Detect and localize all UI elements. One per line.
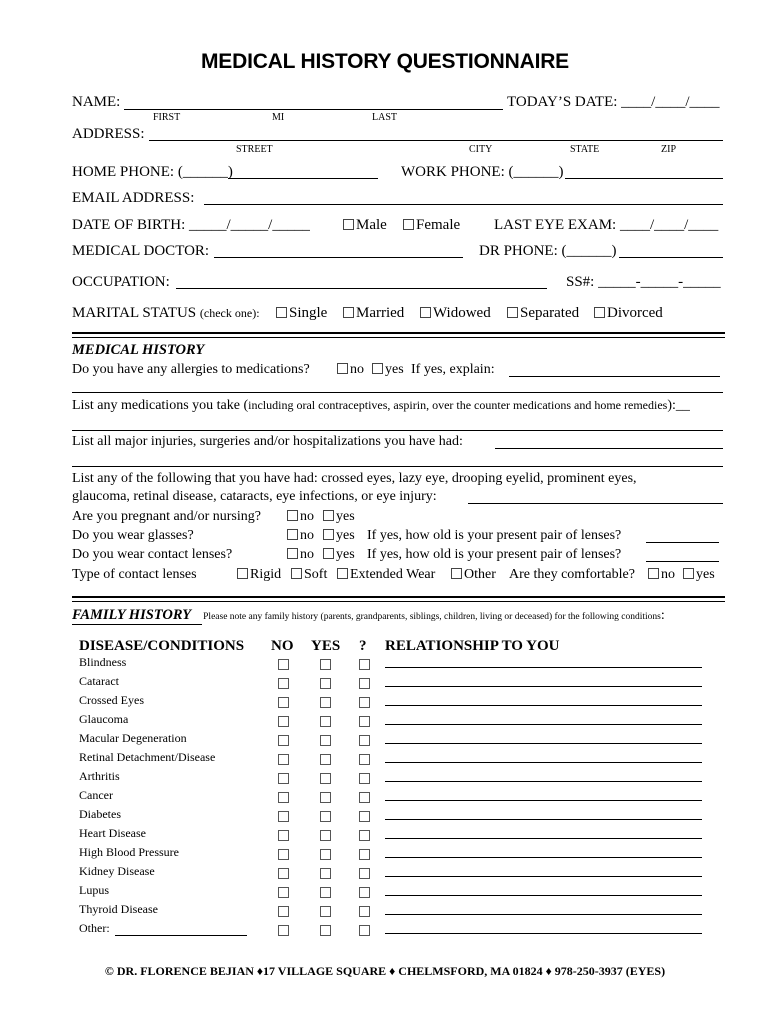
yes-checkbox[interactable]	[320, 697, 331, 708]
email-field[interactable]	[204, 204, 723, 205]
condition-label: Other:	[79, 921, 110, 935]
relationship-column-header: RELATIONSHIP TO YOU	[385, 638, 560, 654]
condition-label: Thyroid Disease	[79, 902, 158, 916]
condition-label: Macular Degeneration	[79, 731, 187, 745]
contact-type-soft-option[interactable]: Soft	[291, 567, 327, 583]
female-option[interactable]: Female	[403, 217, 460, 234]
checkbox[interactable]	[337, 568, 348, 579]
yes-checkbox[interactable]	[320, 925, 331, 936]
no-checkbox[interactable]	[278, 773, 289, 784]
yes-checkbox[interactable]	[320, 887, 331, 898]
yes-checkbox[interactable]	[320, 754, 331, 765]
checkbox[interactable]	[287, 510, 298, 521]
injuries-field-2[interactable]	[72, 466, 723, 467]
pregnant-yes-option[interactable]: yes	[323, 509, 355, 525]
allergies-explain-field-2[interactable]	[72, 392, 723, 393]
family-history-heading: FAMILY HISTORY	[72, 607, 192, 623]
unknown-checkbox[interactable]	[359, 849, 370, 860]
family-history-note: Please note any family history (parents, grandparents, siblings, children, living or deceased) for the following conditions	[203, 612, 661, 622]
address-label: ADDRESS:	[72, 126, 145, 142]
condition-label: Diabetes	[79, 807, 121, 821]
conditions-field[interactable]	[468, 503, 723, 504]
relationship-field[interactable]	[385, 724, 702, 725]
no-checkbox[interactable]	[278, 754, 289, 765]
unknown-checkbox[interactable]	[359, 887, 370, 898]
female-checkbox[interactable]	[403, 219, 414, 230]
conditions-question-line2: glaucoma, retinal disease, cataracts, eye infections, or eye injury:	[72, 489, 437, 504]
unknown-checkbox[interactable]	[359, 925, 370, 936]
relationship-field[interactable]	[385, 819, 702, 820]
no-checkbox[interactable]	[278, 811, 289, 822]
no-checkbox[interactable]	[278, 906, 289, 917]
medications-question: List any medications you take (including oral contraceptives, aspirin, over the counter medications and home remedies):__	[72, 398, 690, 413]
glasses-question: Do you wear glasses?	[72, 528, 194, 543]
condition-label: Glaucoma	[79, 712, 129, 726]
disease-column-header: DISEASE/CONDITIONS	[79, 638, 245, 654]
section-divider	[72, 596, 725, 598]
relationship-field[interactable]	[385, 876, 702, 877]
pregnant-question: Are you pregnant and/or nursing?	[72, 509, 261, 524]
checkbox[interactable]	[323, 510, 334, 521]
state-caption: STATE	[570, 144, 600, 155]
section-divider	[72, 601, 725, 602]
injuries-question: List all major injuries, surgeries and/or hospitalizations you have had:	[72, 434, 463, 449]
yes-checkbox[interactable]	[320, 659, 331, 670]
comfortable-no-option[interactable]: no	[648, 567, 675, 583]
no-checkbox[interactable]	[278, 849, 289, 860]
email-label: EMAIL ADDRESS:	[72, 190, 195, 206]
relationship-field[interactable]	[385, 895, 702, 896]
checkbox[interactable]	[451, 568, 462, 579]
unknown-checkbox[interactable]	[359, 659, 370, 670]
yes-checkbox[interactable]	[320, 849, 331, 860]
relationship-field[interactable]	[385, 686, 702, 687]
work-phone-label: WORK PHONE: (______)	[401, 164, 564, 180]
first-name-caption: FIRST	[153, 112, 181, 123]
yes-checkbox[interactable]	[320, 830, 331, 841]
marital-divorced-option[interactable]: Divorced	[594, 305, 663, 322]
relationship-field[interactable]	[385, 933, 702, 934]
family-history-underline	[72, 624, 202, 625]
checkbox[interactable]	[683, 568, 694, 579]
conditions-question-line1: List any of the following that you have had: crossed eyes, lazy eye, drooping eyelid, prominent eyes,	[72, 471, 637, 486]
dr-phone-field[interactable]	[619, 257, 723, 258]
name-field[interactable]	[124, 109, 503, 110]
zip-caption: ZIP	[661, 144, 676, 155]
condition-label: Lupus	[79, 883, 109, 897]
dr-phone-label: DR PHONE: (______)	[479, 243, 617, 259]
contacts-age-field[interactable]	[646, 561, 719, 562]
medical-doctor-field[interactable]	[214, 257, 463, 258]
no-column-header: NO	[271, 638, 294, 654]
yes-checkbox[interactable]	[320, 906, 331, 917]
medications-field[interactable]	[72, 430, 723, 431]
yes-checkbox[interactable]	[320, 716, 331, 727]
unknown-checkbox[interactable]	[359, 906, 370, 917]
relationship-field[interactable]	[385, 781, 702, 782]
medical-history-heading: MEDICAL HISTORY	[72, 342, 205, 358]
home-phone-label: HOME PHONE: (______)	[72, 164, 233, 180]
middle-initial-caption: MI	[272, 112, 285, 123]
marital-status-label: MARITAL STATUS (check one):	[72, 305, 260, 321]
checkbox[interactable]	[276, 307, 287, 318]
relationship-field[interactable]	[385, 857, 702, 858]
unknown-checkbox[interactable]	[359, 811, 370, 822]
marital-single-option[interactable]: Single	[276, 305, 327, 322]
no-checkbox[interactable]	[278, 697, 289, 708]
section-divider	[72, 332, 725, 334]
no-checkbox[interactable]	[278, 792, 289, 803]
page-title: MEDICAL HISTORY QUESTIONNAIRE	[201, 50, 569, 73]
checkbox[interactable]	[337, 363, 348, 374]
relationship-field[interactable]	[385, 800, 702, 801]
yes-column-header: YES	[311, 638, 341, 654]
unknown-checkbox[interactable]	[359, 697, 370, 708]
no-checkbox[interactable]	[278, 925, 289, 936]
section-divider	[72, 337, 725, 338]
relationship-field[interactable]	[385, 743, 702, 744]
contacts-no-option[interactable]: no	[287, 547, 314, 563]
medical-doctor-label: MEDICAL DOCTOR:	[72, 243, 210, 259]
contacts-question: Do you wear contact lenses?	[72, 547, 233, 562]
checkbox[interactable]	[372, 363, 383, 374]
glasses-age-field[interactable]	[646, 542, 719, 543]
contact-type-extended-wear-option[interactable]: Extended Wear	[337, 567, 435, 583]
contacts-yes-option[interactable]: yes	[323, 547, 355, 563]
unknown-checkbox[interactable]	[359, 792, 370, 803]
glasses-no-option[interactable]: no	[287, 528, 314, 544]
contacts-age-question: If yes, how old is your present pair of lenses?	[367, 547, 622, 562]
name-label: NAME:	[72, 94, 121, 110]
no-checkbox[interactable]	[278, 830, 289, 841]
condition-label: Blindness	[79, 655, 127, 669]
injuries-field[interactable]	[495, 448, 723, 449]
checkbox[interactable]	[648, 568, 659, 579]
condition-label: Kidney Disease	[79, 864, 155, 878]
checkbox[interactable]	[237, 568, 248, 579]
no-checkbox[interactable]	[278, 659, 289, 670]
if-yes-explain-label: If yes, explain:	[411, 362, 495, 377]
unknown-checkbox[interactable]	[359, 678, 370, 689]
relationship-field[interactable]	[385, 667, 702, 668]
contact-type-rigid-option[interactable]: Rigid	[237, 567, 281, 583]
footer-contact: © DR. FLORENCE BEJIAN ♦17 VILLAGE SQUARE ♦ CHELMSFORD, MA 01824 ♦ 978-250-3937 (EYES)	[104, 964, 666, 978]
work-phone-field[interactable]	[565, 178, 723, 179]
checkbox[interactable]	[594, 307, 605, 318]
condition-label: Arthritis	[79, 769, 120, 783]
unknown-checkbox[interactable]	[359, 735, 370, 746]
marital-widowed-option[interactable]: Widowed	[420, 305, 491, 322]
glasses-age-question: If yes, how old is your present pair of lenses?	[367, 528, 622, 543]
yes-checkbox[interactable]	[320, 868, 331, 879]
no-checkbox[interactable]	[278, 735, 289, 746]
address-field[interactable]	[149, 140, 723, 141]
male-checkbox[interactable]	[343, 219, 354, 230]
unknown-checkbox[interactable]	[359, 754, 370, 765]
marital-married-option[interactable]: Married	[343, 305, 404, 322]
checkbox[interactable]	[343, 307, 354, 318]
occupation-label: OCCUPATION:	[72, 274, 170, 290]
condition-label: High Blood Pressure	[79, 845, 179, 859]
condition-label: Cataract	[79, 674, 119, 688]
yes-checkbox[interactable]	[320, 811, 331, 822]
condition-label: Crossed Eyes	[79, 693, 144, 707]
no-checkbox[interactable]	[278, 887, 289, 898]
last-name-caption: LAST	[372, 112, 397, 123]
occupation-field[interactable]	[176, 288, 547, 289]
checkbox[interactable]	[287, 529, 298, 540]
unknown-checkbox[interactable]	[359, 773, 370, 784]
no-checkbox[interactable]	[278, 868, 289, 879]
relationship-field[interactable]	[385, 838, 702, 839]
marital-separated-option[interactable]: Separated	[507, 305, 579, 322]
allergies-yes-option[interactable]: yes	[372, 362, 404, 378]
checkbox[interactable]	[291, 568, 302, 579]
checkbox[interactable]	[287, 548, 298, 559]
allergies-question: Do you have any allergies to medications?	[72, 362, 310, 377]
contact-type-other-option[interactable]: Other	[451, 567, 496, 583]
street-caption: STREET	[236, 144, 273, 155]
ss-label[interactable]: SS#: _____-_____-_____	[566, 274, 721, 290]
city-caption: CITY	[469, 144, 493, 155]
yes-checkbox[interactable]	[320, 678, 331, 689]
yes-checkbox[interactable]	[320, 773, 331, 784]
pregnant-no-option[interactable]: no	[287, 509, 314, 525]
condition-label: Heart Disease	[79, 826, 146, 840]
last-eye-exam-label[interactable]: LAST EYE EXAM: ____/____/____	[494, 217, 719, 233]
no-checkbox[interactable]	[278, 716, 289, 727]
allergies-no-option[interactable]: no	[337, 362, 364, 378]
yes-checkbox[interactable]	[320, 792, 331, 803]
checkbox[interactable]	[420, 307, 431, 318]
allergies-explain-field[interactable]	[509, 376, 720, 377]
comfortable-question: Are they comfortable?	[509, 567, 635, 582]
unknown-checkbox[interactable]	[359, 868, 370, 879]
condition-label: Retinal Detachment/Disease	[79, 750, 216, 764]
family-history-heading-row: FAMILY HISTORY Please note any family history (parents, grandparents, siblings, children, living or deceased) for the following conditions:	[72, 607, 665, 623]
no-checkbox[interactable]	[278, 678, 289, 689]
condition-label: Cancer	[79, 788, 113, 802]
yes-checkbox[interactable]	[320, 735, 331, 746]
contact-type-question: Type of contact lenses	[72, 567, 197, 582]
comfortable-yes-option[interactable]: yes	[683, 567, 715, 583]
male-option[interactable]: Male	[343, 217, 387, 234]
checkbox[interactable]	[323, 529, 334, 540]
relationship-field[interactable]	[385, 914, 702, 915]
checkbox[interactable]	[323, 548, 334, 559]
glasses-yes-option[interactable]: yes	[323, 528, 355, 544]
unknown-column-header: ?	[359, 638, 367, 654]
unknown-checkbox[interactable]	[359, 830, 370, 841]
todays-date-label[interactable]: TODAY’S DATE: ____/____/____	[507, 94, 720, 110]
relationship-field[interactable]	[385, 762, 702, 763]
relationship-field[interactable]	[385, 705, 702, 706]
dob-label[interactable]: DATE OF BIRTH: _____/_____/_____	[72, 217, 310, 233]
checkbox[interactable]	[507, 307, 518, 318]
home-phone-field[interactable]	[228, 178, 378, 179]
other-condition-field[interactable]	[115, 935, 247, 936]
unknown-checkbox[interactable]	[359, 716, 370, 727]
